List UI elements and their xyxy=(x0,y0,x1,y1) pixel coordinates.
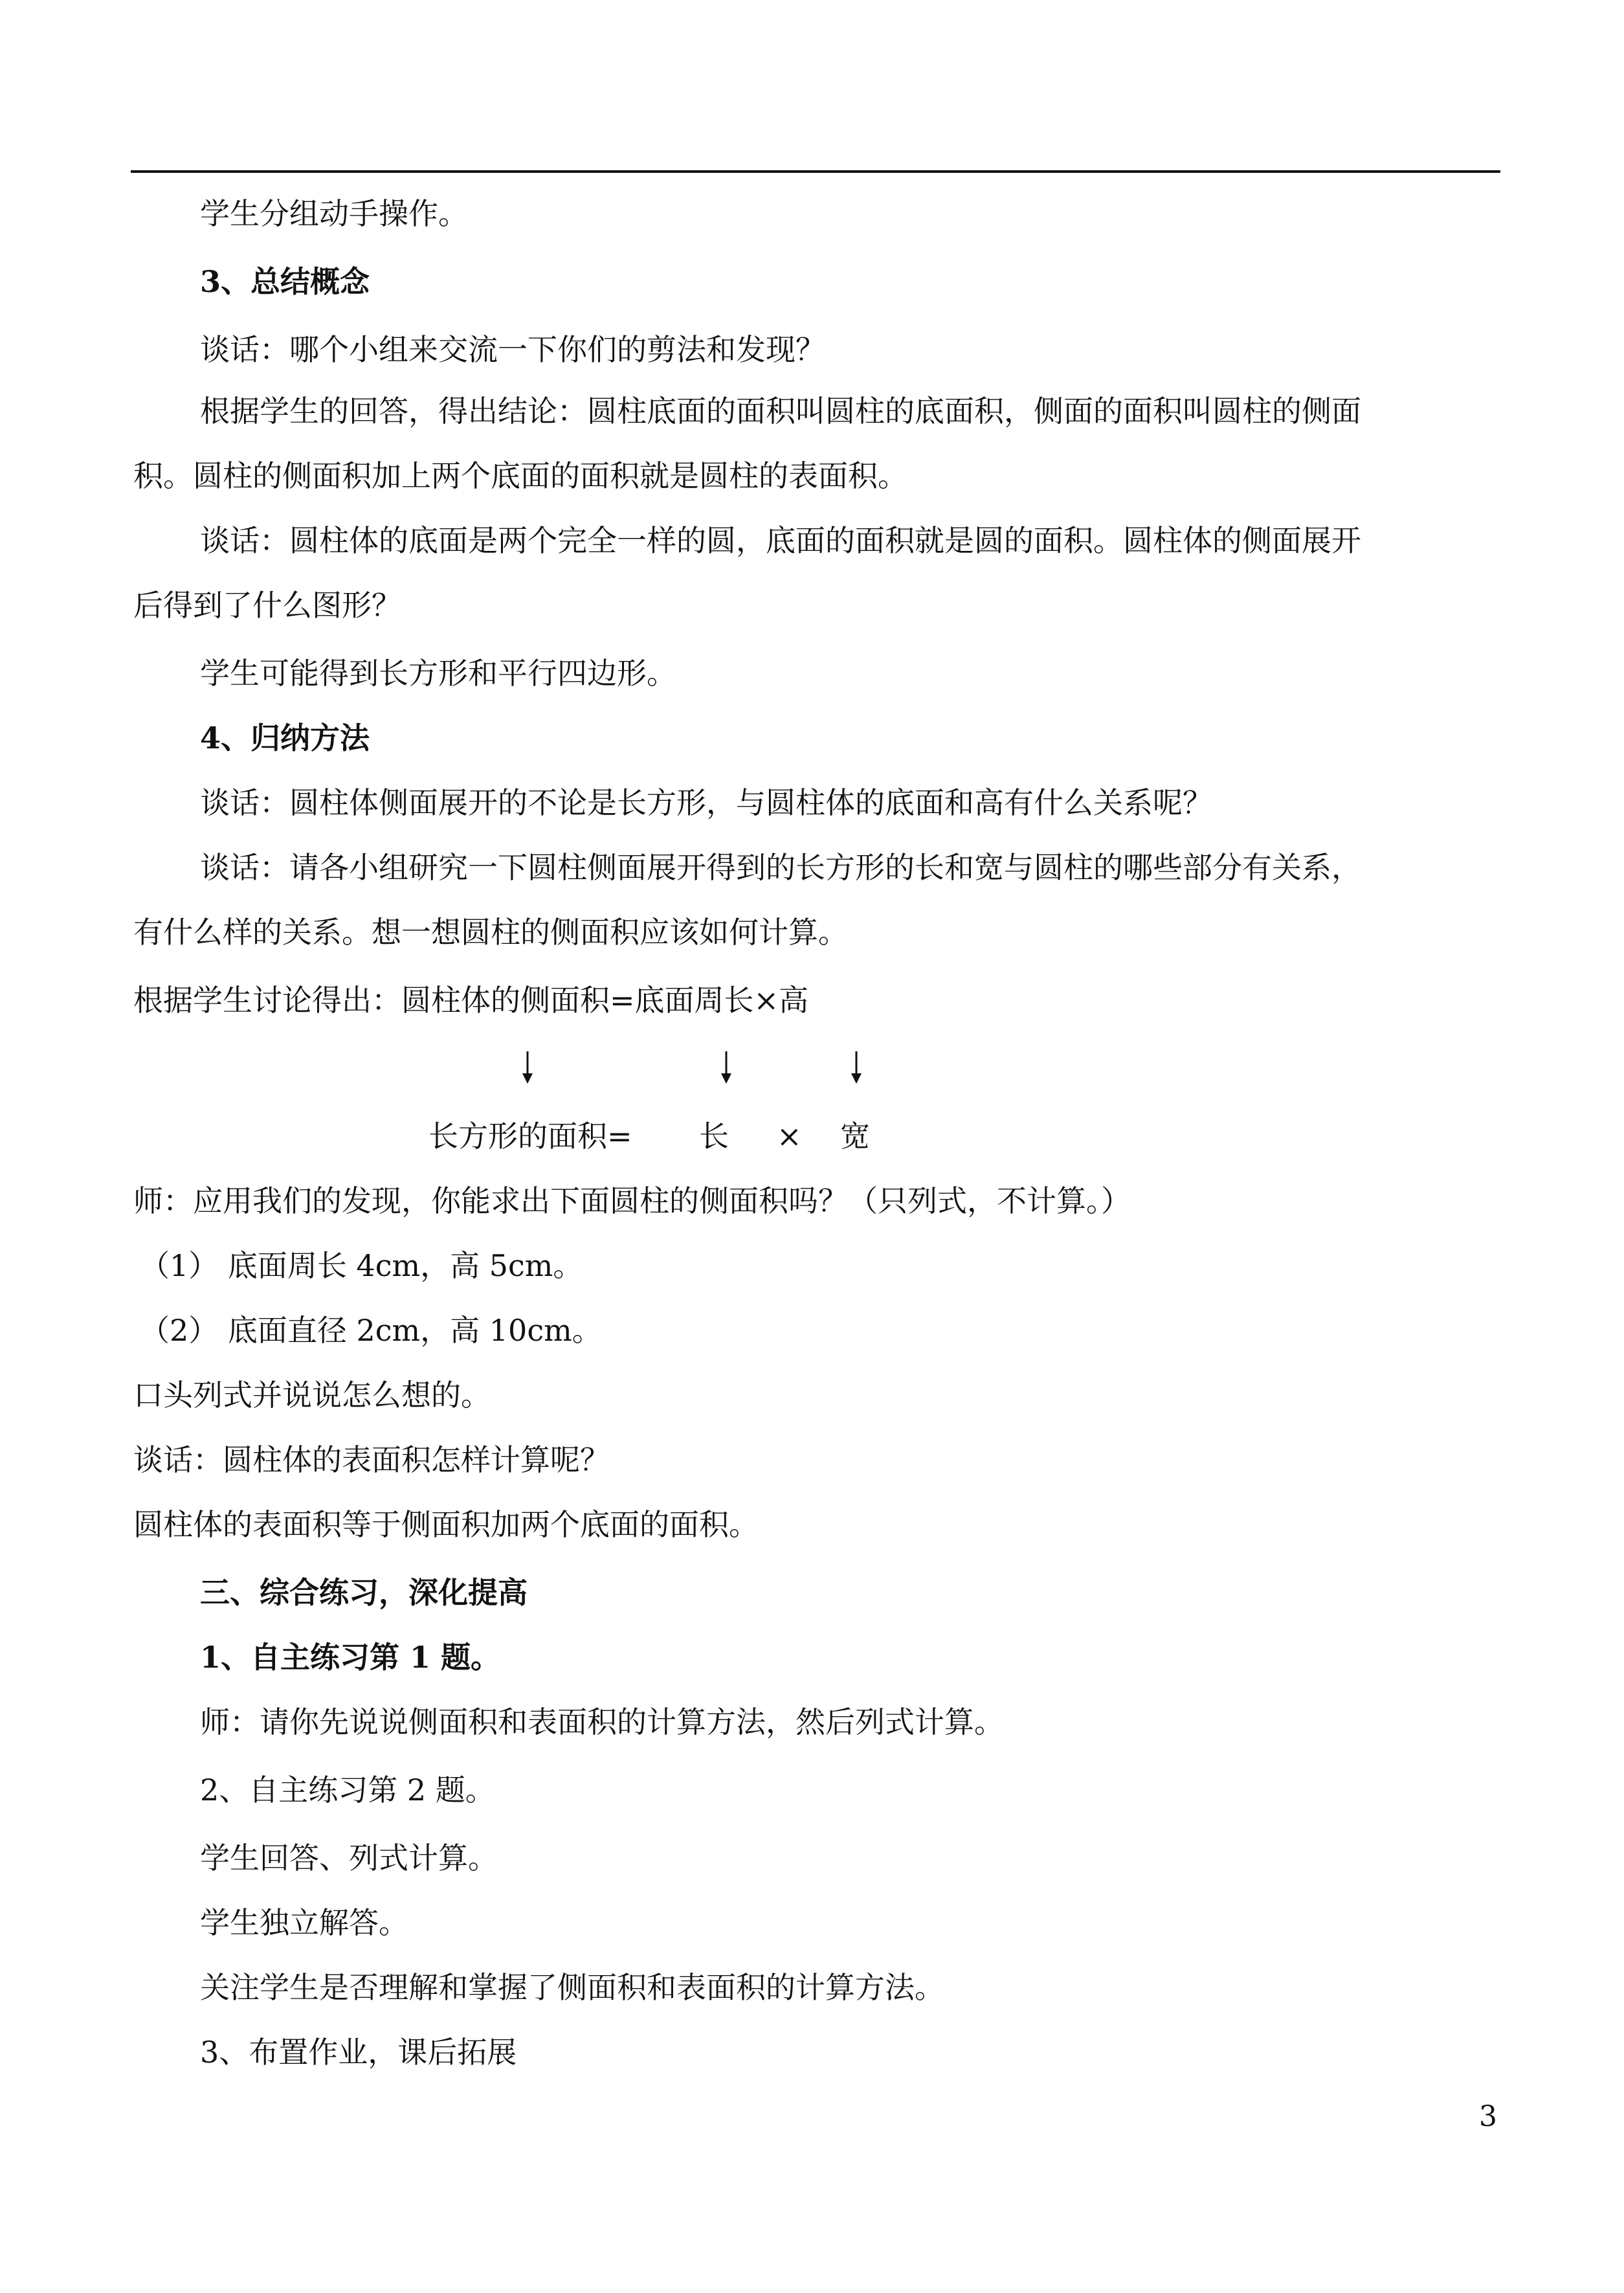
down-arrow-icon xyxy=(516,1049,539,1085)
paragraph: 积。圆柱的侧面积加上两个底面的面积就是圆柱的表面积。 xyxy=(133,458,907,493)
page-number: 3 xyxy=(1479,2100,1497,2133)
paragraph: 谈话：圆柱体的底面是两个完全一样的圆，底面的面积就是圆的面积。圆柱体的侧面展开 xyxy=(200,523,1361,558)
paragraph: 根据学生的回答，得出结论：圆柱底面的面积叫圆柱的底面积，侧面的面积叫圆柱的侧面 xyxy=(200,394,1361,429)
paragraph: 谈话：哪个小组来交流一下你们的剪法和发现？ xyxy=(200,332,825,367)
formula-long: 长 xyxy=(699,1119,729,1154)
paragraph: 3、布置作业，课后拓展 xyxy=(200,2035,517,2070)
formula-times: × xyxy=(777,1119,802,1154)
formula-wide: 宽 xyxy=(840,1119,870,1154)
formula-statement: 根据学生讨论得出：圆柱体的侧面积=底面周长×高 xyxy=(133,983,809,1018)
paragraph: 谈话：圆柱体的表面积怎样计算呢？ xyxy=(133,1442,610,1477)
paragraph: 学生可能得到长方形和平行四边形。 xyxy=(200,656,676,691)
paragraph: 谈话：圆柱体侧面展开的不论是长方形，与圆柱体的底面和高有什么关系呢？ xyxy=(200,785,1212,820)
paragraph: 后得到了什么图形？ xyxy=(133,588,401,623)
exercise-item: （2） 底面直径 2cm，高 10cm。 xyxy=(140,1313,602,1348)
paragraph: 圆柱体的表面积等于侧面积加两个底面的面积。 xyxy=(133,1507,759,1542)
paragraph: 关注学生是否理解和掌握了侧面积和表面积的计算方法。 xyxy=(200,1970,944,2005)
paragraph: 师：请你先说说侧面积和表面积的计算方法，然后列式计算。 xyxy=(200,1705,1004,1739)
section-heading: 4、归纳方法 xyxy=(200,721,370,755)
paragraph: 学生独立解答。 xyxy=(200,1905,408,1940)
formula-lhs: 长方形的面积= xyxy=(428,1119,632,1154)
section-heading: 1、自主练习第 1 题。 xyxy=(200,1640,501,1675)
down-arrow-icon xyxy=(845,1049,868,1085)
paragraph: 学生分组动手操作。 xyxy=(200,196,468,231)
section-heading: 3、总结概念 xyxy=(200,264,370,299)
down-arrow-icon xyxy=(715,1049,738,1085)
paragraph: 有什么样的关系。想一想圆柱的侧面积应该如何计算。 xyxy=(133,915,848,950)
paragraph: 2、自主练习第 2 题。 xyxy=(200,1773,495,1807)
exercise-item: （1） 底面周长 4cm，高 5cm。 xyxy=(140,1248,583,1283)
section-heading: 三、综合练习，深化提高 xyxy=(200,1575,528,1610)
paragraph: 谈话：请各小组研究一下圆柱侧面展开得到的长方形的长和宽与圆柱的哪些部分有关系， xyxy=(200,850,1361,885)
paragraph: 口头列式并说说怎么想的。 xyxy=(133,1378,491,1413)
header-rule xyxy=(131,170,1500,173)
paragraph: 师：应用我们的发现，你能求出下面圆柱的侧面积吗？（只列式，不计算。） xyxy=(133,1183,1131,1218)
paragraph: 学生回答、列式计算。 xyxy=(200,1840,498,1875)
